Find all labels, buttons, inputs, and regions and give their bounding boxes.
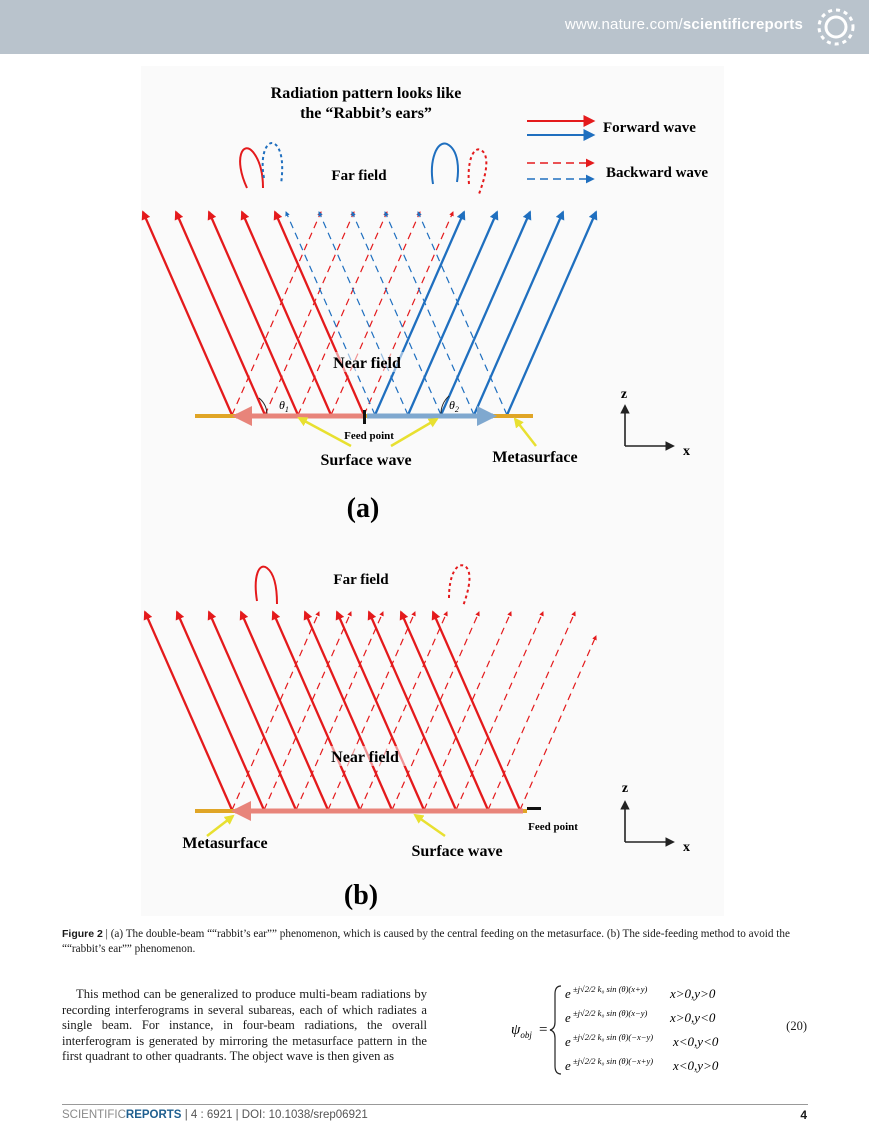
theta2-symbol: θ <box>449 398 455 412</box>
backward-red-arrow <box>328 612 415 810</box>
theta2-subscript: 2 <box>454 405 459 414</box>
axis-x-label-a: x <box>683 444 690 459</box>
backward-red-arrow <box>296 612 383 810</box>
equation-equals: = <box>539 1022 548 1038</box>
forward-red-arrow <box>433 612 520 810</box>
axis-z-label-b: z <box>621 781 629 796</box>
far-field-lobe-right-dashed <box>469 149 487 194</box>
footer-journal-light: SCIENTIFIC <box>62 1109 126 1121</box>
figure-a-title-line1: Radiation pattern looks like <box>270 85 462 102</box>
far-field-lobe-left-dashed <box>263 143 283 184</box>
backward-red-arrow <box>456 612 543 810</box>
equation-brace <box>550 986 561 1074</box>
backward-blue-arrow <box>352 212 441 415</box>
forward-red-arrow <box>369 612 456 810</box>
near-field-label-a: Near field <box>333 355 401 372</box>
footer-doi[interactable]: | 4 : 6921 | DOI: 10.1038/srep06921 <box>184 1109 368 1121</box>
forward-red-arrow <box>145 612 232 810</box>
caption-text: (a) The double-beam ““rabbit’s ear”” phenomenon, which is caused by the central feeding on the metasurface. (b) The side-feeding method to avoid the ““rabbit’s ear”” phenomenon. <box>62 928 790 955</box>
panel-b <box>145 565 690 911</box>
url-prefix: www.nature.com/ <box>564 16 683 33</box>
case-2-exponent: ±j√2/2 k₀ sin (θ)(x−y) <box>573 1008 648 1018</box>
near-field-label-b: Near field <box>331 749 399 766</box>
forward-blue-arrow <box>408 212 497 415</box>
forward-red-arrow <box>209 212 298 415</box>
backward-red-arrow <box>392 612 479 810</box>
case-4-base: e <box>565 1058 571 1073</box>
surface-wave-label-a: Surface wave <box>320 452 412 469</box>
legend-forward-label: Forward wave <box>603 120 696 136</box>
axis-z-label-a: z <box>620 387 628 402</box>
caption-label: Figure 2 <box>62 928 103 940</box>
metasurface-pointer-a <box>515 419 536 446</box>
journal-url[interactable] <box>565 16 803 33</box>
caption-separator: | <box>105 928 108 940</box>
forward-red-arrow <box>176 212 265 415</box>
backward-red-arrow <box>360 612 447 810</box>
far-field-lobe-right-solid <box>432 143 458 184</box>
feed-point-label-b: Feed point <box>528 821 578 833</box>
surface-wave-label-b: Surface wave <box>411 843 503 860</box>
panel-a <box>143 85 708 524</box>
backward-red-arrow <box>424 612 511 810</box>
forward-red-arrow <box>337 612 424 810</box>
case-4-exponent: ±j√2/2 k₀ sin (θ)(−x+y) <box>573 1056 654 1066</box>
body-paragraph-text: This method can be generalized to produce multi-beam radiations by recording interferograms in several subareas, each of which radiates a single beam. For instance, in four-beam radiations, the overall interferogram is generated by mirroring the metasurface pattern in the first quadrant to other quadrants. The object wave is then given as <box>62 987 427 1064</box>
forward-blue-arrow <box>441 212 530 415</box>
footer-journal-bold: REPORTS <box>125 1109 182 1121</box>
forward-red-arrows-b <box>145 612 520 810</box>
panel-label-a: (a) <box>346 493 380 524</box>
backward-red-arrow <box>264 612 351 810</box>
equation-psi-subscript: obj <box>520 1030 532 1040</box>
panel-label-b: (b) <box>343 880 379 911</box>
forward-red-arrow <box>275 212 364 415</box>
equation-psi: ψ <box>511 1022 521 1038</box>
case-2-condition: x>0,y<0 <box>670 1010 716 1025</box>
figure-caption <box>62 927 808 957</box>
forward-red-arrow <box>401 612 488 810</box>
backward-red-arrow <box>232 212 321 415</box>
forward-blue-arrow <box>507 212 596 415</box>
theta1-symbol: θ <box>279 398 285 412</box>
axis-x-label-b: x <box>683 840 690 855</box>
case-3-condition: x<0,y<0 <box>673 1034 719 1049</box>
far-field-lobe-left-solid <box>240 148 263 188</box>
journal-logo-icon <box>811 2 861 52</box>
forward-red-arrow <box>305 612 392 810</box>
backward-red-arrow <box>298 212 387 415</box>
page-number: 4 <box>800 1108 807 1122</box>
equation-number: (20) <box>786 1019 807 1033</box>
forward-red-arrow <box>177 612 264 810</box>
backward-blue-arrow <box>418 212 507 415</box>
forward-blue-arrow <box>474 212 563 415</box>
surface-wave-pointer-b <box>415 815 445 836</box>
backward-blue-arrow <box>319 212 408 415</box>
backward-red-arrow <box>520 636 596 810</box>
footer-citation <box>62 1109 368 1121</box>
backward-red-arrow <box>488 612 575 810</box>
case-1-base: e <box>565 986 571 1001</box>
feed-point-label-a: Feed point <box>344 430 394 442</box>
legend-backward-label: Backward wave <box>606 165 709 181</box>
theta1-label <box>279 398 289 414</box>
feed-point-marker-b <box>527 807 541 810</box>
backward-blue-arrow <box>385 212 474 415</box>
forward-red-arrow <box>241 612 328 810</box>
case-3-base: e <box>565 1034 571 1049</box>
forward-red-arrow <box>242 212 331 415</box>
theta2-label <box>449 398 459 414</box>
backward-red-arrow <box>331 212 420 415</box>
metasurface-pointer-b <box>207 816 233 836</box>
far-field-lobe-b-solid <box>256 567 277 604</box>
forward-red-arrow <box>209 612 296 810</box>
forward-blue-arrow <box>375 212 464 415</box>
theta1-subscript: 1 <box>284 405 289 414</box>
backward-red-arrow <box>364 212 453 415</box>
case-4-condition: x<0,y>0 <box>673 1058 719 1073</box>
url-journal: scientificreports <box>682 16 803 33</box>
footer-rule <box>62 1104 808 1105</box>
backward-red-arrow <box>232 612 319 810</box>
case-2-base: e <box>565 1010 571 1025</box>
equation-lhs <box>511 1022 532 1040</box>
body-paragraph <box>62 987 427 1065</box>
equation-20 <box>505 982 808 1077</box>
figure-a-title-line2: the “Rabbit’s ears” <box>300 105 432 122</box>
case-1-condition: x>0,y>0 <box>670 986 716 1001</box>
equation-cases <box>565 984 719 1073</box>
metasurface-label-a: Metasurface <box>492 449 578 466</box>
backward-blue-arrow <box>286 212 375 415</box>
case-3-exponent: ±j√2/2 k₀ sin (θ)(−x−y) <box>573 1032 654 1042</box>
case-1-exponent: ±j√2/2 k₀ sin (θ)(x+y) <box>573 984 648 994</box>
far-field-label-b: Far field <box>333 572 389 588</box>
surface-wave-pointer-right <box>391 419 437 446</box>
far-field-label-a: Far field <box>331 168 387 184</box>
forward-red-arrow <box>273 612 360 810</box>
figure-2 <box>141 66 724 916</box>
far-field-lobe-b-dashed <box>449 565 469 606</box>
backward-red-arrow <box>265 212 354 415</box>
metasurface-label-b: Metasurface <box>182 835 268 852</box>
forward-red-arrow <box>143 212 232 415</box>
feed-point-marker-a <box>363 410 366 424</box>
